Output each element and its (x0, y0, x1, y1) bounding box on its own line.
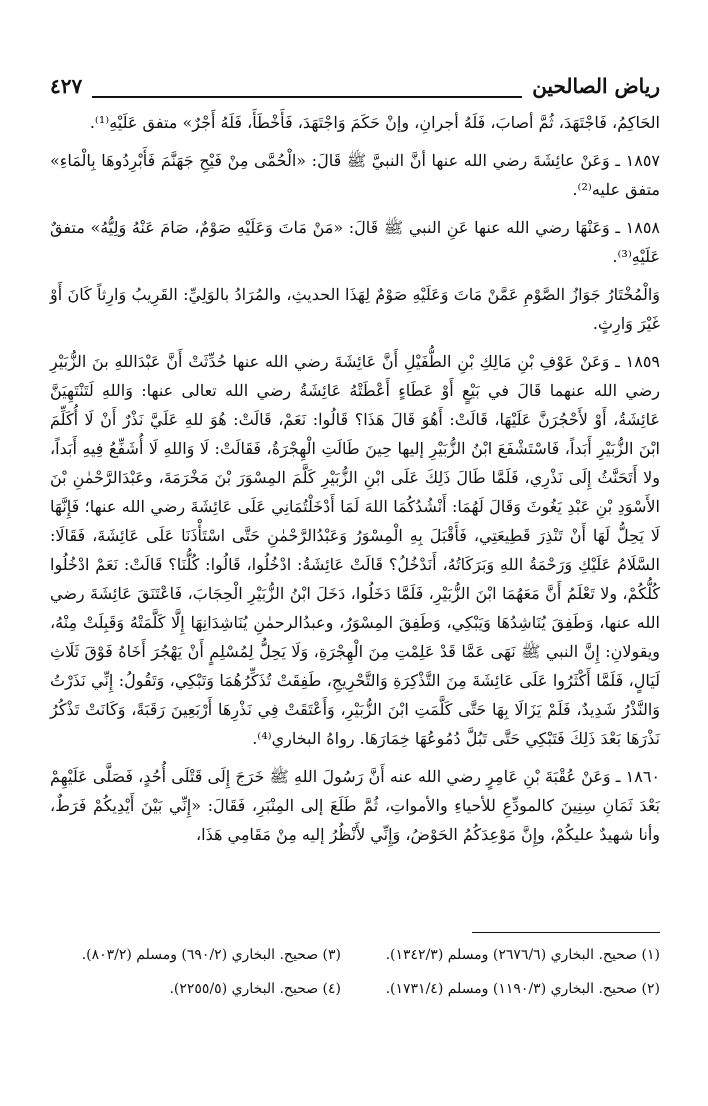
hadith-1858: ١٨٥٨ ـ وَعَنْهَا رضي الله عنها عَنِ النبي ﷺ قَالَ: «مَنْ مَاتَ وَعَلَيْهِ صَوْمٌ، صَامَ عَنْهُ وَلِيُّهُ» متفقٌ عَلَيْهِ⁽³⁾. (50, 218, 660, 266)
book-title: رياض الصالحين (532, 74, 660, 98)
footnote-4: (٤) صحيح. البخاري (٢٢٥٥/٥). (169, 981, 341, 997)
footnote-3: (٣) صحيح. البخاري (٦٩٠/٢) ومسلم (٨٠٣/٢). (81, 947, 341, 963)
main-text (50, 108, 660, 858)
header-rule (92, 96, 522, 98)
hadith-1857: ١٨٥٧ ـ وَعَنْ عائِشَةَ رضي الله عنها أنَّ النبيَّ ﷺ قَالَ: «الْحُمَّى مِنْ فَيْحِ جَهَنَّمَ فَأَبْرِدُوهَا بِالْمَاءِ» متفق عليه⁽²⁾. (50, 151, 660, 199)
page-header (50, 68, 660, 104)
hadith-1859: ١٨٥٩ ـ وَعَنْ عَوْفِ بْنِ مَالِكِ بْنِ الطُّفَيْلِ أَنَّ عَائِشَةَ رضي الله عنها حُدِّثَتْ أَنَّ عَبْدَاللهِ بنَ الزُّبَيْرِ رضي الله عنهما قَالَ في بَيْعٍ أَوْ عَطَاءٍ أَعْطَتْهُ عَائِشَةُ رضي الله تعالى عنها: وَاللهِ لَتَنْتَهِيَنَّ عَائِشَةُ، أَوْ لأَحْجُرَنَّ عَلَيْهَا، قَالَتْ: أَهُوَ قَالَ هَذَا؟ قَالُوا: نَعَمْ، قَالَتْ: هُوَ للهِ عَلَيَّ نَذْرٌ أَنْ لَا أُكَلِّمَ ابْنَ الزُّبَيْرِ أَبَداً، فَاسْتَشْفَعَ ابْنُ الزُّبَيْرِ إليها حِينَ طَالَتِ الْهِجْرَةُ، فَقَالَتْ: لَا وَاللهِ لَا أُشَفِّعُ فِيهِ أَبَداً، ولا أَتَحَنَّثُ إِلَى نَذْرِي، فَلَمَّا طَالَ ذَلِكَ عَلَى ابْنِ الزُّبَيْرِ كَلَّمَ المِسْوَرَ بْنَ مَخْرَمَةَ، وعَبْدَالرَّحْمٰنِ بْنَ الأَسْوَدِ بْنِ عَبْدِ يَغُوثَ وَقَالَ لَهُمَا: أَنْشُدُكُمَا اللهَ لَمَا أَدْخَلْتُمَانِي عَلَى عَائِشَةَ رضي الله عنها؛ فَإِنَّهَا لَا يَحِلُّ لَهَا أَنْ تَنْذِرَ قَطِيعَتِي، فَأَقْبَلَ بِهِ الْمِسْوَرُ وَعَبْدُالرَّحْمٰنِ حَتَّى اسْتَأْذَنَا عَلَى عَائِشَةَ، فَقَالَا: السَّلَامُ عَلَيْكِ وَرَحْمَةُ اللهِ وَبَرَكَاتُهُ، أَنَدْخُلُ؟ قَالَتْ عَائِشَةُ: ادْخُلُوا، قَالُوا: كُلُّنَا؟ قَالَتْ: نَعَمْ ادْخُلُوا كُلُّكُمْ، ولا تَعْلَمُ أَنَّ مَعَهُمَا ابْنَ الزُّبَيْرِ، فَلَمَّا دَخَلُوا، دَخَلَ ابْنُ الزُّبَيْرِ الْحِجَابَ، فَاعْتَنَقَ عَائِشَةَ رضي الله عنها، وَطَفِقَ يُنَاشِدُهَا وَيَبْكِي، وَطَفِقَ المِسْوَرُ، وعبدُالرحمٰنِ يُنَاشِدَانِهَا إِلَّا كَلَّمَتْهُ وَقَبِلَتْ مِنْهُ، ويقولانِ: إِنَّ النبي ﷺ نَهَى عَمَّا قَدْ عَلِمْتِ مِنَ الْهِجْرَةِ، وَلَا يَحِلُّ لِمُسْلِمٍ أَنْ يَهْجُرَ أَخَاهُ فَوْقَ ثَلَاثِ لَيَالٍ، فَلَمَّا أَكْثَرُوا عَلَى عَائِشَةَ مِنَ التَّذْكِرَةِ وَالتَّحْرِيجِ، طَفِقَتْ تُذَكِّرُهُمَا وَتَبْكِي، وَتَقُولُ: إِنِّي نَذَرْتُ وَالنَّذْرُ شَدِيدٌ، فَلَمْ يَزَالَا بِهَا حَتَّى كَلَّمَتِ ابْنَ الزُّبَيْرِ، وَأَعْتَقَتْ فِي نَذْرِهَا أَرْبَعِينَ رَقَبَةً، وَكَانَتْ تَذْكُرُ نَذْرَهَا بَعْدَ ذَلِكَ فَتَبْكِي حَتَّى تَبُلَّ دُمُوعُهَا خِمَارَهَا. رواهُ البخاري⁽⁴⁾. (50, 352, 661, 748)
footnote-2: (٢) صحيح. البخاري (١١٩٠/٣) ومسلم (١٧٣١/٤). (385, 981, 660, 997)
paragraph-continuation: الحَاكِمُ، فَاجْتَهَدَ، ثُمَّ أصابَ، فَلَهُ أجرانِ، وإنْ حَكَمَ وَاجْتَهَدَ، فَأَخْطَأَ، فَلَهُ أَجْرٌ» متفق عَلَيْهِ⁽¹⁾. (89, 113, 660, 132)
hadith-1860: ١٨٦٠ ـ وَعَنْ عُقْبَةَ بْنِ عَامِرٍ رضي الله عنه أَنَّ رَسُولَ اللهِ ﷺ خَرَجَ إِلَى قَتْلَى أُحُدٍ، فَصَلَّى عَلَيْهِمْ بَعْدَ ثَمَانِ سِنِينَ كالمودِّعِ للأحياءِ والأمواتِ، ثُمَّ طَلَعَ إلى المِنْبَرِ، فَقَالَ: «إِنِّي بَيْنَ أَيْدِيكُمْ فَرَطٌ، وأنا شهيدٌ عليكُمْ، وإِنَّ مَوْعِدَكُمُ الحَوْضُ، وَإِنِّي لأَنْظُرُ إليه مِنْ مَقَامِي هَذَا، (50, 767, 660, 844)
footnote-divider (472, 932, 660, 933)
page-number: ٤٢٧ (50, 74, 83, 98)
footnote-1: (١) صحيح. البخاري (٢٦٧٦/٦) ومسلم (١٣٤٢/٣). (385, 947, 660, 963)
commentary-paragraph: وَالْمُخْتَارُ جَوَازُ الصَّوْمِ عَمَّنْ مَاتَ وَعَلَيْهِ صَوْمٌ لِهَذَا الحديثِ، والمُرَادُ بالوَلِيِّ: القَرِيبُ وَارِثاً كَانَ أَوْ غَيْرَ وَارِثٍ. (50, 285, 660, 333)
footnotes (50, 942, 660, 1002)
